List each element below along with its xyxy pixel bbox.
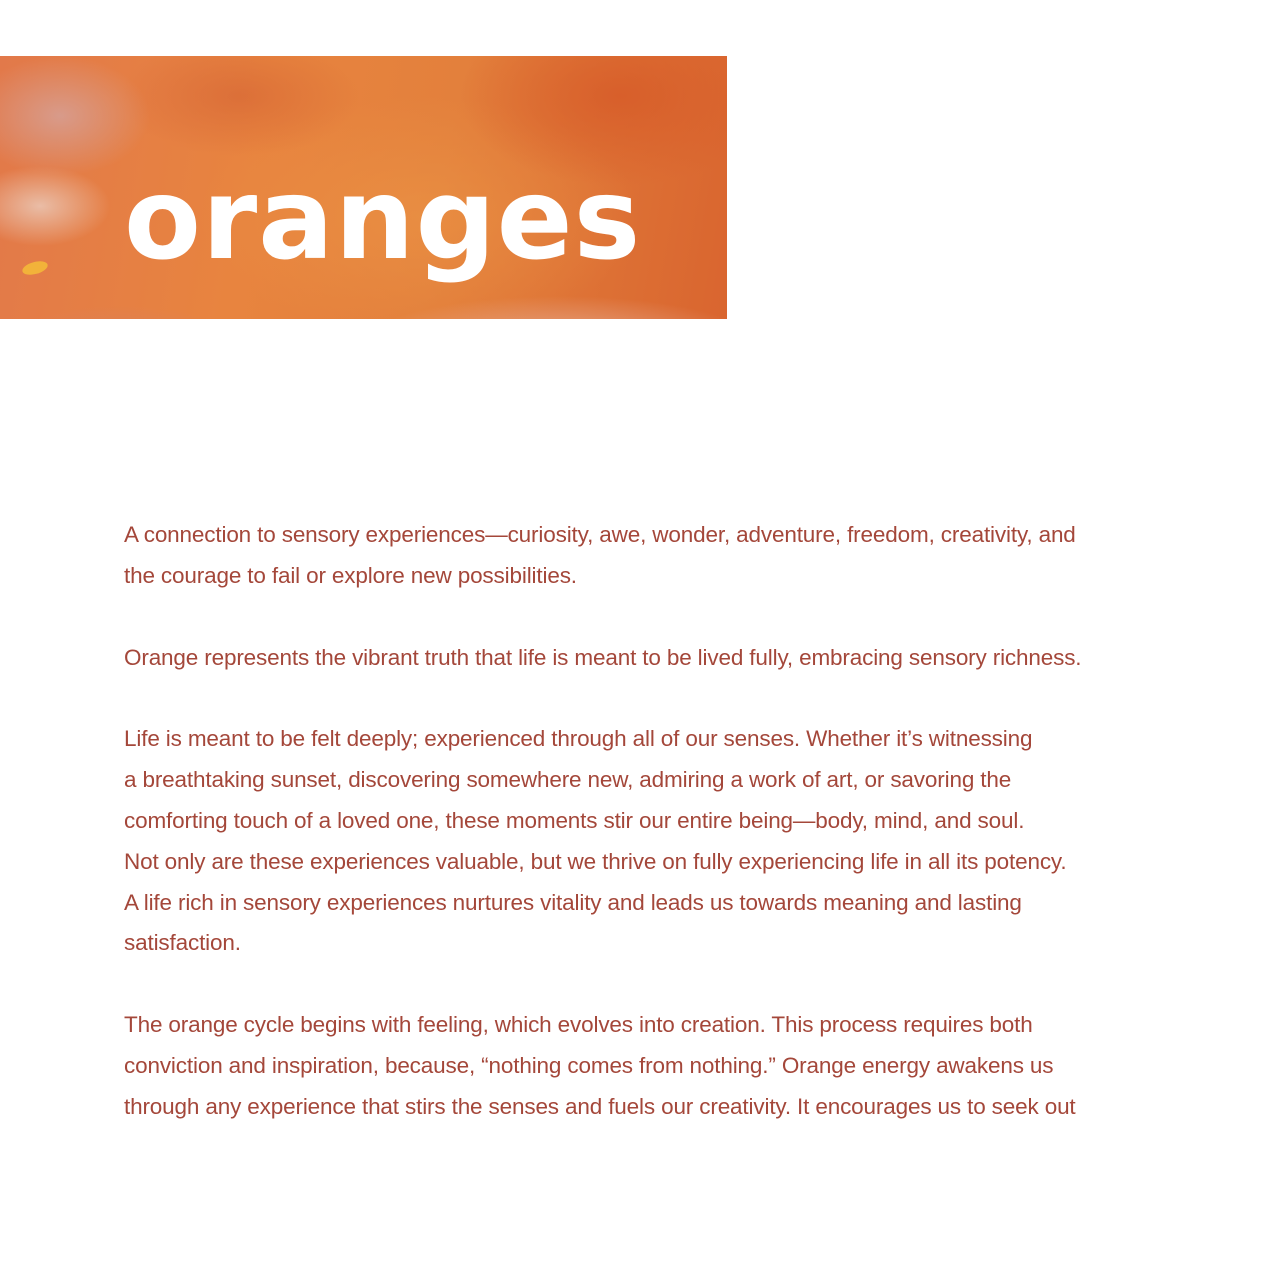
header-banner <box>0 56 727 319</box>
paragraph-line: Not only are these experiences valuable, but we thrive on fully experiencing life in all its potency. <box>124 848 1067 874</box>
paint-speck <box>21 259 49 277</box>
paragraph-line: conviction and inspiration, because, “nothing comes from nothing.” Orange energy awakens us <box>124 1052 1054 1078</box>
paragraph-1 <box>124 515 1144 597</box>
article-body <box>124 515 1144 1169</box>
paragraph-line: the courage to fail or explore new possibilities. <box>124 562 577 588</box>
paragraph-4 <box>124 1005 1144 1127</box>
paragraph-line: Life is meant to be felt deeply; experienced through all of our senses. Whether it’s witnessing <box>124 726 1033 752</box>
page-title: oranges <box>124 155 642 285</box>
paragraph-line: satisfaction. <box>124 930 241 956</box>
paragraph-3 <box>124 719 1144 964</box>
paragraph-2 <box>124 638 1144 679</box>
paragraph-line: through any experience that stirs the senses and fuels our creativity. It encourages us to seek out <box>124 1093 1076 1119</box>
paragraph-line: Orange represents the vibrant truth that life is meant to be lived fully, embracing sensory richness. <box>124 644 1082 670</box>
paragraph-line: The orange cycle begins with feeling, which evolves into creation. This process requires both <box>124 1012 1033 1038</box>
paragraph-line: A life rich in sensory experiences nurtures vitality and leads us towards meaning and lasting <box>124 889 1022 915</box>
paragraph-line: comforting touch of a loved one, these moments stir our entire being—body, mind, and soul. <box>124 807 1025 833</box>
paragraph-line: a breathtaking sunset, discovering somewhere new, admiring a work of art, or savoring the <box>124 767 1012 793</box>
paragraph-line: A connection to sensory experiences—curiosity, awe, wonder, adventure, freedom, creativity, and <box>124 522 1076 547</box>
